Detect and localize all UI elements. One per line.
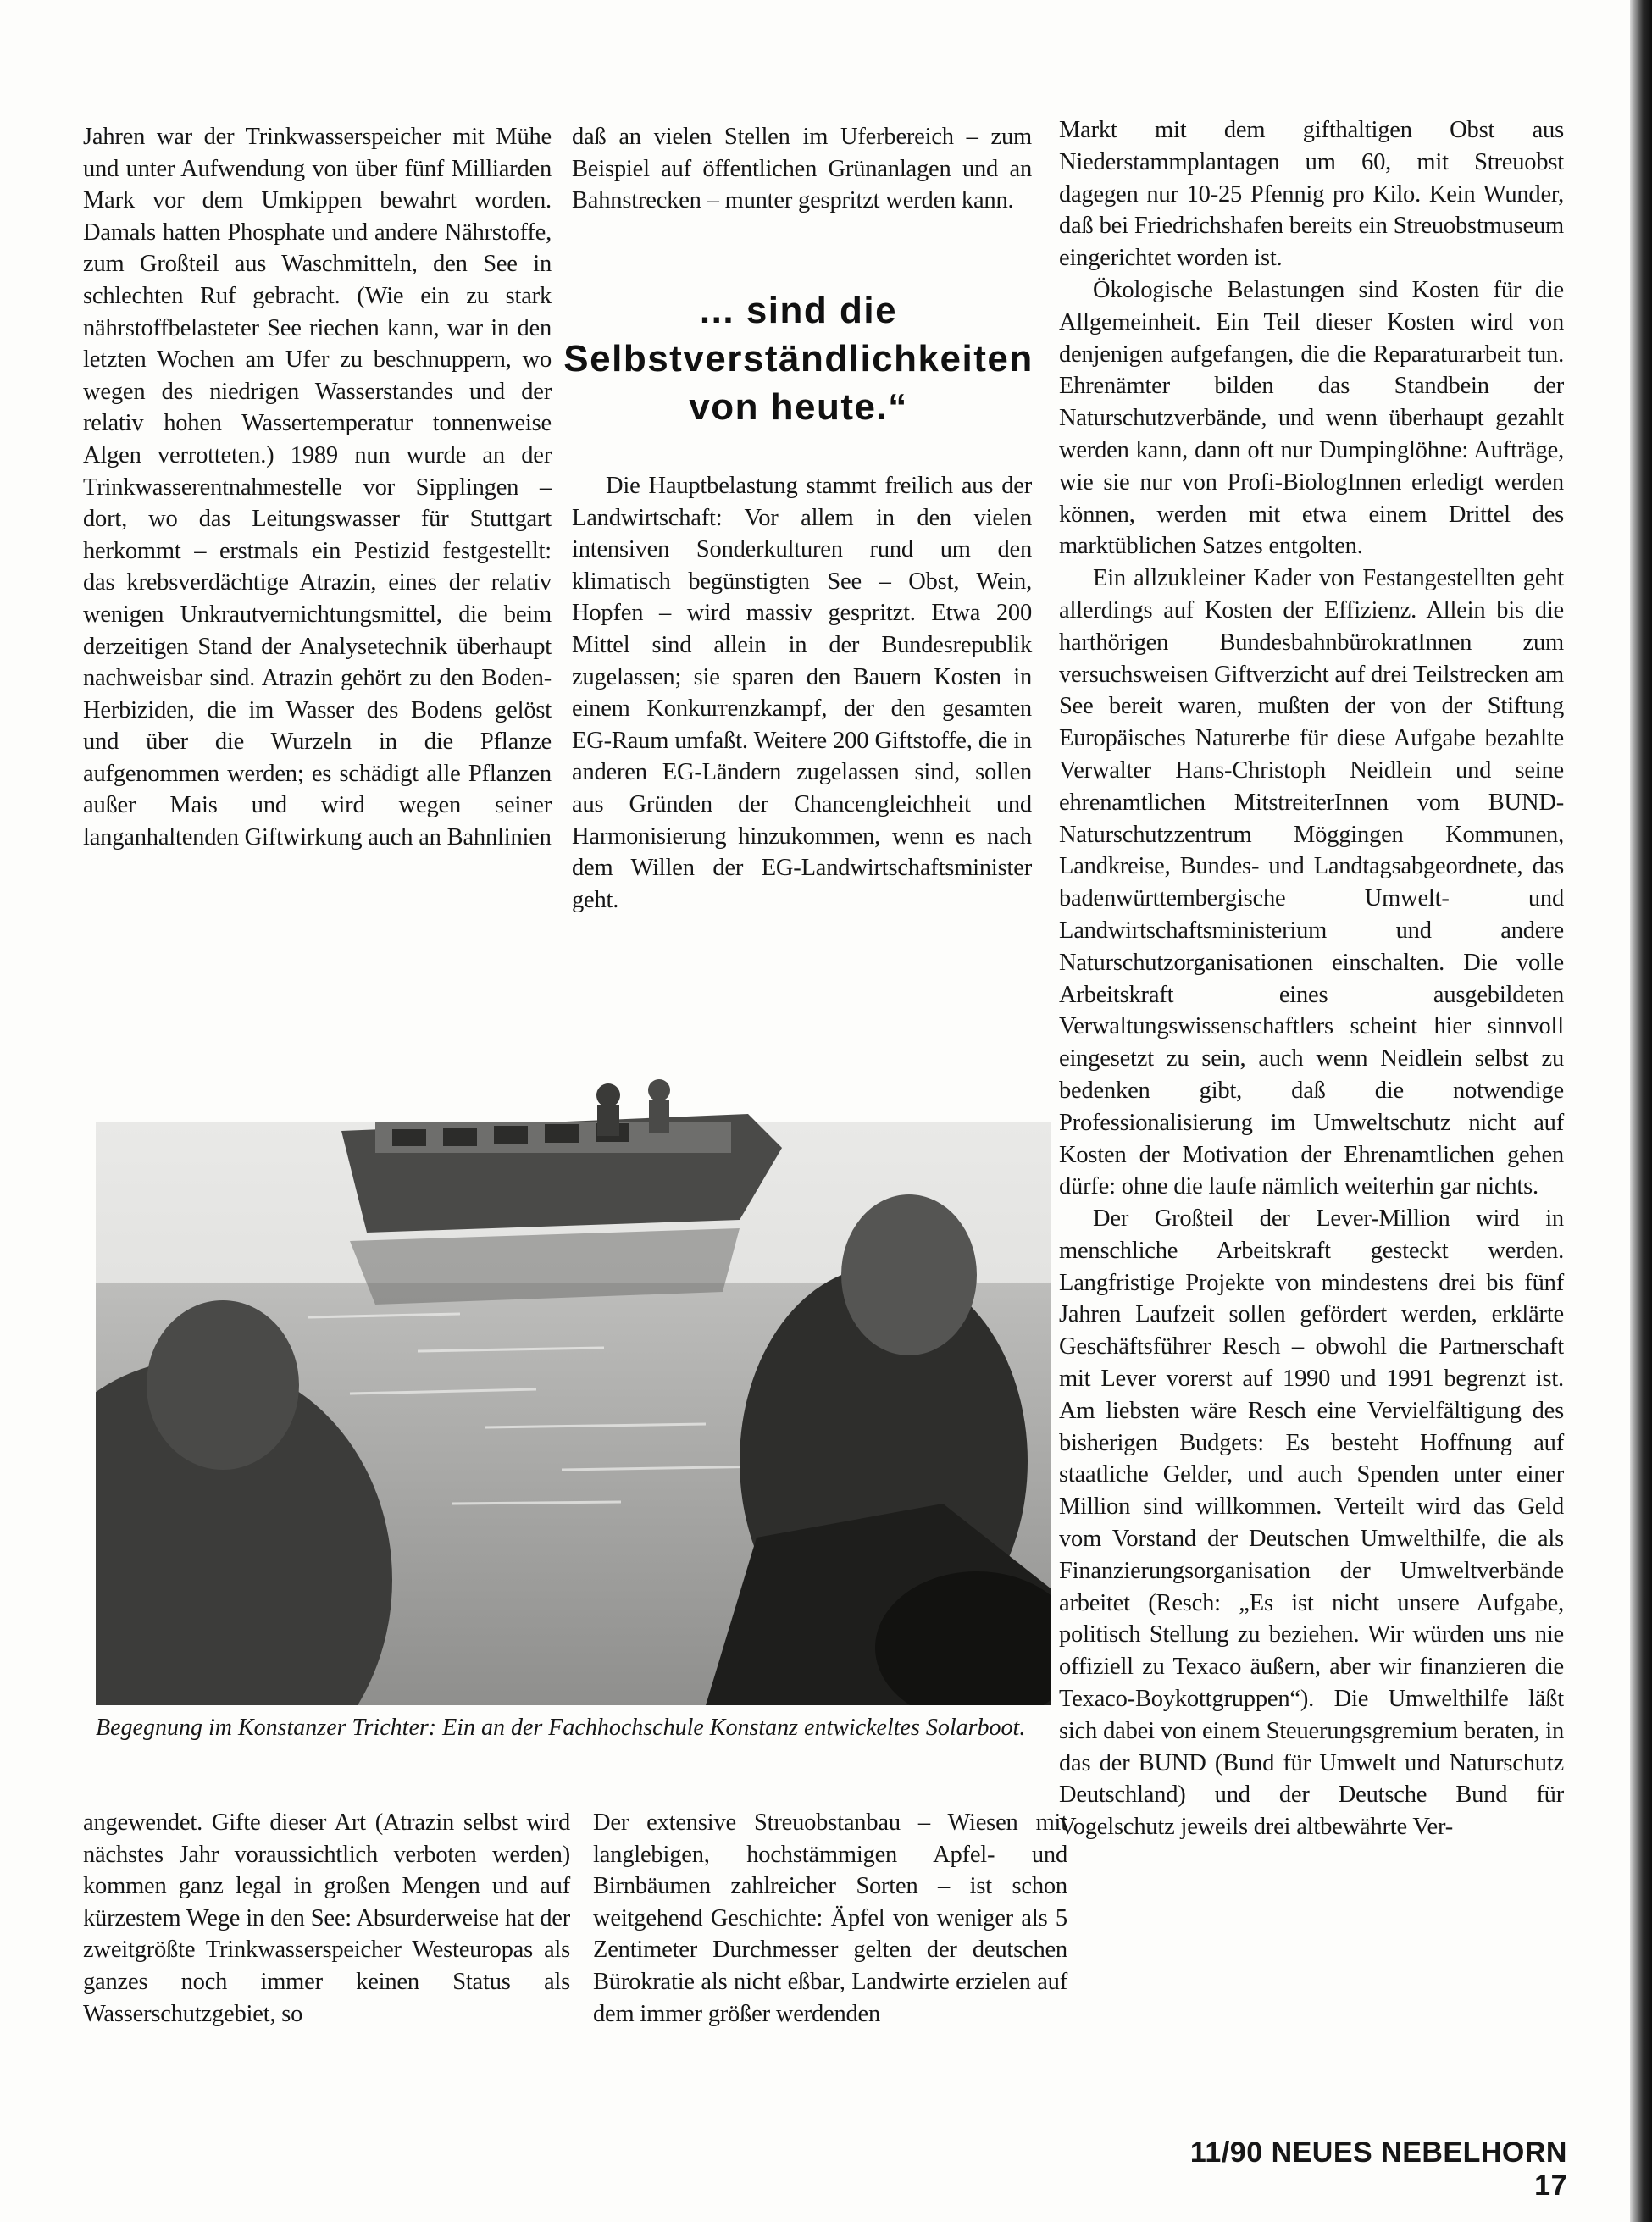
issue-number: 11/90 [1189,2136,1263,2169]
photo-caption: Begegnung im Konstanzer Trichter: Ein an der Fachhochschule Konstanz entwickeltes Solarboot. [96,1715,1026,1741]
article-paragraph: Ökologische Belastungen sind Kosten für die Allgemeinheit. Ein Teil dieser Kosten wird von denjenigen aufgefangen, die die Reparaturarbeit tun. Ehrenämter bilden das Standbein der Naturschutzverbände, und wenn überhaupt gezahlt werden kann, dann oft nur Dumpinglöhne: Aufträge, wie sie nur von Profi-BiologInnen erledigt werden können, werden mit etwa einem Drittel des marktüblichen Satzes entgolten. [1059,276,1564,560]
article-column-2-middle [572,470,1032,916]
article-column-3 [1059,114,1564,1843]
article-paragraph: Jahren war der Trinkwasserspeicher mit Mühe und unter Aufwendung von über fünf Milliarden Mark vor dem Umkippen bewahrt worden. Damals hatten Phosphate und andere Nährstoffe, zum Großteil aus Waschmitteln, den See in schlechten Ruf gebracht. (Wie ein zu stark nährstoffbelasteter See riechen kann, war in den letzten Wochen am Ufer zu beschnuppern, wo wegen des niedrigen Wasserstandes und der relativ hohen Wassertemperatur tonnenweise Algen verrotteten.) 1989 nun wurde an der Trinkwasserentnahmestelle vor Sipplingen – dort, wo das Leitungswasser für Stuttgart herkommt – erstmals ein Pestizid festgestellt: das krebsverdächtige Atrazin, eines der relativ wenigen Unkrautvernichtungsmittel, die beim derzeitigen Stand der Analysetechnik überhaupt nachweisbar sind. Atrazin gehört zu den Boden-Herbiziden, die im Wasser des Bodens gelöst und über die Wurzeln in die Pflanze aufgenommen werden; es schädigt alle Pflanzen außer Mais und wird wegen seiner langanhaltenden Giftwirkung auch an Bahnlinien [83,124,552,851]
article-column-2-bottom [593,1807,1067,2030]
article-column-1-bottom [83,1807,570,2030]
article-paragraph: Markt mit dem gifthaltigen Obst aus Niederstammplantagen um 60, mit Streuobst dagegen nur 10-25 Pfennig pro Kilo. Kein Wunder, daß bei Friedrichshafen bereits ein Streuobstmuseum eingerichtet worden ist. [1059,117,1564,272]
pull-quote: ... sind die Selbstverständlichkeiten von heute.“ [563,290,1034,428]
article-column-1-top [83,121,552,854]
article-paragraph: daß an vielen Stellen im Uferbereich – zum Beispiel auf öffentlichen Grünanlagen und an Bahnstrecken – munter gespritzt werden kann. [572,124,1032,214]
magazine-name: NEUES NEBELHORN [1271,2136,1567,2169]
photo-illustration [96,1063,1051,1705]
article-column-2-top [572,121,1032,217]
solar-boat-photo [96,1063,1051,1705]
article-paragraph: Der extensive Streuobstanbau – Wiesen mit langlebigen, hochstämmigen Apfel- und Birnbäumen zahlreicher Sorten – ist schon weitgehend Geschichte: Äpfel von weniger als 5 Zentimeter Durchmesser gelten der deutschen Bürokratie als nicht eßbar, Landwirte erzielen auf dem immer größer werdenden [593,1809,1067,2027]
page-footer [1152,2136,1567,2203]
page-edge-shadow [1630,0,1652,2222]
article-paragraph: Ein allzukleiner Kader von Festangestellten geht allerdings auf Kosten der Effizienz. Allein bis die harthörigen BundesbahnbürokratInnen zum versuchsweisen Giftverzicht auf drei Teilstrecken am See bereit waren, mußten der von der Stiftung Europäisches Naturerbe für diese Aufgabe bezahlte Verwalter Hans-Christoph Neidlein und seine ehrenamtlichen MitstreiterInnen vom BUND-Naturschutzzentrum Möggingen Kommunen, Landkreise, Bundes- und Landtagsabgeordnete, das badenwürttembergische Umwelt- und Landwirtschaftsministerium und andere Naturschutzorganisationen einschalten. Die volle Arbeitskraft eines ausgebildeten Verwaltungswissenschaftlers scheint hier sinnvoll eingesetzt zu sein, auch wenn Neidlein selbst zu bedenken gibt, daß die notwendige Professionalisierung im Umweltschutz nicht auf Kosten der Motivation der Ehrenamtlichen gehen dürfe: ohne die laufe nämlich weiterhin gar nichts. [1059,565,1564,1200]
article-paragraph: Die Hauptbelastung stammt freilich aus der Landwirtschaft: Vor allem in den vielen intensiven Sonderkulturen rund um den klimatisch begünstigten See – Obst, Wein, Hopfen – wird massiv gespritzt. Etwa 200 Mittel sind allein in der Bundesrepublik zugelassen; sie sparen den Bauern Kosten in einem Konkurrenzkampf, der den gesamten EG-Raum umfaßt. Weitere 200 Giftstoffe, die in anderen EG-Ländern zugelassen sind, sollen aus Gründen der Chancengleichheit und Harmonisierung hinzukommen, wenn es nach dem Willen der EG-Landwirtschaftsminister geht. [572,473,1032,913]
page-number: 17 [1534,2169,1567,2202]
article-paragraph: Der Großteil der Lever-Million wird in menschliche Arbeitskraft gesteckt werden. Langfristige Projekte von mindestens drei bis fünf Jahren Laufzeit sollen gefördert werden, erklärte Geschäftsführer Resch – obwohl die Partnerschaft mit Lever vorerst auf 1990 und 1991 begrenzt ist. Am liebsten wäre Resch eine Vervielfältigung des bisherigen Budgets: Es besteht Hoffnung auf staatliche Gelder, und auch Spenden unter einer Million sind willkommen. Verteilt wird das Geld vom Vorstand der Deutschen Umwelthilfe, die als Finanzierungsorganisation der Umweltverbände arbeitet (Resch: „Es ist nicht unsere Aufgabe, politisch Stellung zu beziehen. Wir würden uns nie offiziell zu Texaco äußern, aber wir finanzieren die Texaco-Boykottgruppen“). Die Umwelthilfe läßt sich dabei von einem Steuerungsgremium beraten, in das der BUND (Bund für Umwelt und Naturschutz Deutschland) und der Deutsche Bund für Vogelschutz jeweils drei altbewährte Ver- [1059,1205,1564,1841]
article-paragraph: angewendet. Gifte dieser Art (Atrazin selbst wird nächstes Jahr voraussichtlich verboten werden) kommen ganz legal in großen Mengen und auf kürzestem Wege in den See: Absurderweise hat der zweitgrößte Trinkwasserspeicher Westeuropas als ganzes noch immer keinen Status als Wasserschutzgebiet, so [83,1809,570,2027]
